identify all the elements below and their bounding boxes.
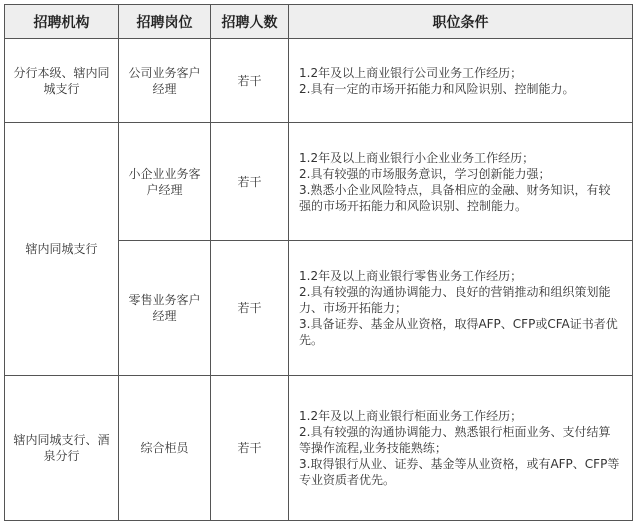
table-row xyxy=(5,39,633,123)
requirement-line: 3.具备证券、基金从业资格，取得AFP、CFP或CFA证书者优先。 xyxy=(299,317,618,347)
count-cell: 若干 xyxy=(211,241,289,376)
header-requirements: 职位条件 xyxy=(289,5,633,39)
requirement-line: 3.熟悉小企业风险特点，具备相应的金融、财务知识，有较强的市场开拓能力和风险识别、控制能力。 xyxy=(299,182,611,213)
position-cell: 小企业业务客户经理 xyxy=(119,123,211,241)
table-row xyxy=(5,376,633,521)
position-cell: 零售业务客户经理 xyxy=(119,241,211,376)
org-cell: 辖内同城支行 xyxy=(5,123,119,376)
requirement-line: 3.取得银行从业、证券、基金等从业资格，或有AFP、CFP等专业资质者优先。 xyxy=(299,457,620,487)
requirements-cell xyxy=(289,376,633,521)
requirement-line: 1.2年及以上商业银行柜面业务工作经历； xyxy=(299,409,523,423)
header-count: 招聘人数 xyxy=(211,5,289,39)
table-row xyxy=(5,123,633,241)
requirement-line: 1.2年及以上商业银行小企业业务工作经历； xyxy=(299,150,535,165)
position-cell: 综合柜员 xyxy=(119,376,211,521)
org-cell: 分行本级、辖内同城支行 xyxy=(5,39,119,123)
org-cell: 辖内同城支行、酒泉分行 xyxy=(5,376,119,521)
header-row xyxy=(5,5,633,39)
requirement-line: 2.具有一定的市场开拓能力和风险识别、控制能力。 xyxy=(299,81,575,96)
header-org: 招聘机构 xyxy=(5,5,119,39)
requirement-line: 1.2年及以上商业银行公司业务工作经历； xyxy=(299,65,523,80)
requirement-line: 2.具有较强的市场服务意识，学习创新能力强； xyxy=(299,166,551,181)
position-cell: 公司业务客户经理 xyxy=(119,39,211,123)
count-cell: 若干 xyxy=(211,123,289,241)
count-cell: 若干 xyxy=(211,376,289,521)
requirement-line: 1.2年及以上商业银行零售业务工作经历； xyxy=(299,269,523,283)
requirements-cell xyxy=(289,39,633,123)
count-cell: 若干 xyxy=(211,39,289,123)
recruitment-table xyxy=(4,4,633,521)
requirement-line: 2.具有较强的沟通协调能力、熟悉银行柜面业务、支付结算等操作流程,业务技能熟练； xyxy=(299,425,611,455)
header-position: 招聘岗位 xyxy=(119,5,211,39)
requirements-cell xyxy=(289,241,633,376)
requirements-cell xyxy=(289,123,633,241)
requirement-line: 2.具有较强的沟通协调能力、良好的营销推动和组织策划能力、市场开拓能力； xyxy=(299,285,611,315)
